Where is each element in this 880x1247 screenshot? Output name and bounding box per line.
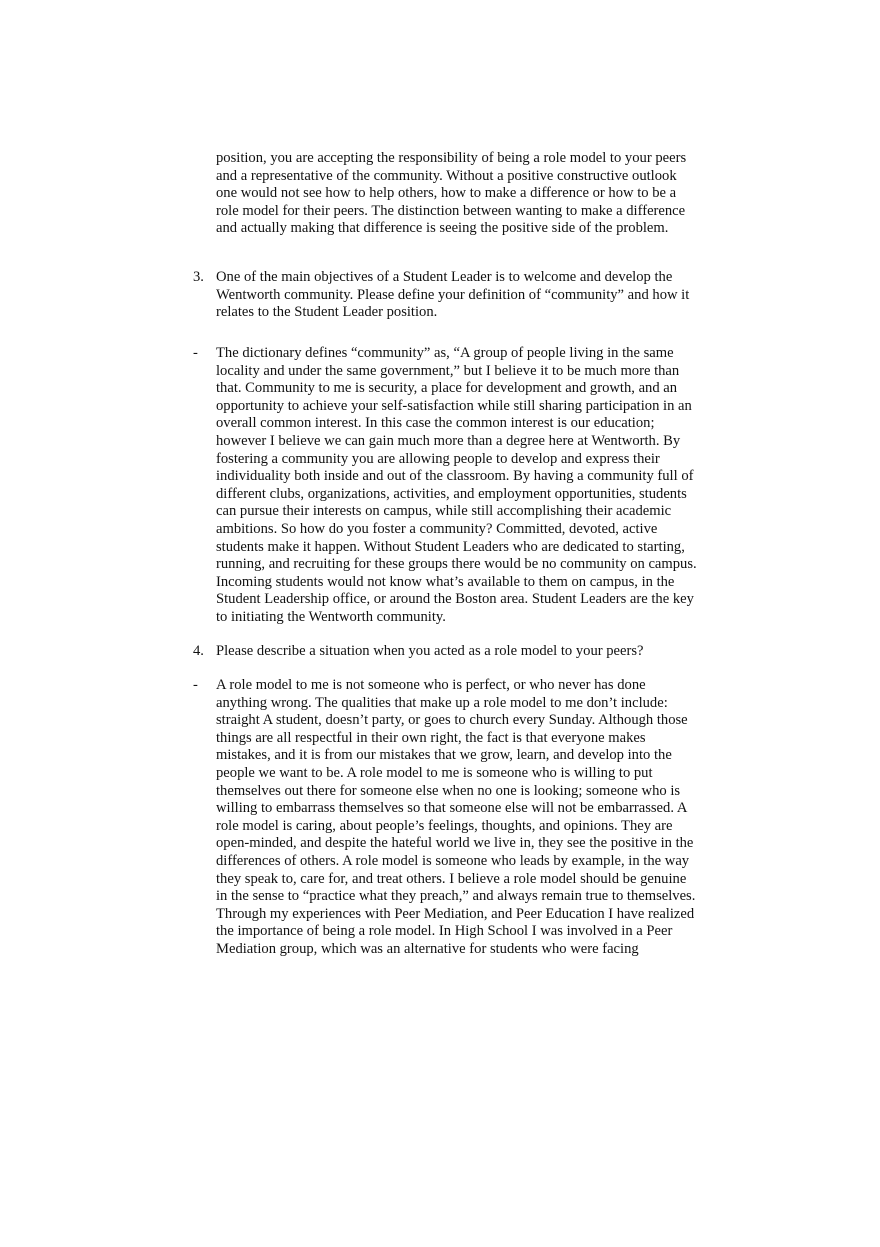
text-line: running, and recruiting for these groups there would be no community on campus. bbox=[216, 556, 697, 573]
text-line: that. Community to me is security, a place for development and growth, and an bbox=[216, 380, 678, 397]
text-line: role model for their peers. The distinction between wanting to make a difference bbox=[216, 202, 686, 219]
text-line: and actually making that difference is seeing the positive side of the problem. bbox=[216, 220, 669, 236]
text-line: Please describe a situation when you acted as a role model to your peers? bbox=[216, 643, 644, 659]
text-line: position, you are accepting the responsibility of being a role model to your peers bbox=[216, 150, 687, 166]
text-line: Incoming students would not know what’s available to them on campus, in the bbox=[216, 573, 675, 590]
question-number: 4. bbox=[193, 643, 204, 659]
text-line: straight A student, doesn’t party, or goes to church every Sunday. Although those bbox=[216, 712, 688, 729]
text-line: role model is caring, about people’s feelings, thoughts, and opinions. They are bbox=[216, 817, 673, 834]
text-line: people we want to be. A role model to me is someone who is willing to put bbox=[216, 765, 653, 781]
text-line: one would not see how to help others, how to make a difference or how to be a bbox=[216, 185, 677, 201]
text-line: differences of others. A role model is someone who leads by example, in the way bbox=[216, 853, 690, 869]
text-line: can pursue their interests on campus, while still accomplishing their academic bbox=[216, 503, 672, 520]
text-line: Wentworth community. Please define your definition of “community” and how it bbox=[216, 286, 690, 303]
text-line: Through my experiences with Peer Mediation, and Peer Education I have realized bbox=[216, 905, 695, 922]
text-line: things are all respectful in their own right, the fact is that everyone makes bbox=[216, 729, 646, 746]
text-line: students make it happen. Without Student Leaders who are dedicated to starting, bbox=[216, 538, 685, 555]
text-line: The dictionary defines “community” as, “A group of people living in the same bbox=[216, 345, 674, 361]
text-line: relates to the Student Leader position. bbox=[216, 304, 438, 320]
text-line: open-minded, and despite the hateful world we live in, they see the positive in the bbox=[216, 835, 694, 852]
text-line: Mediation group, which was an alternative for students who were facing bbox=[216, 941, 639, 957]
text-line: willing to embarrass themselves so that someone else will not be embarrassed. A bbox=[216, 800, 688, 817]
text-line: to initiating the Wentworth community. bbox=[216, 609, 446, 625]
text-line: anything wrong. The qualities that make up a role model to me don’t include: bbox=[216, 694, 668, 711]
text-line: different clubs, organizations, activities, and employment opportunities, students bbox=[216, 485, 687, 502]
text-line: One of the main objectives of a Student Leader is to welcome and develop the bbox=[216, 269, 673, 285]
text-line: opportunity to achieve your self-satisfaction while still sharing participation in an bbox=[216, 397, 692, 414]
text-line: overall common interest. In this case the common interest is our education; bbox=[216, 415, 655, 432]
text-line: individuality both inside and out of the classroom. By having a community full of bbox=[216, 468, 694, 485]
text-line: Student Leadership office, or around the Boston area. Student Leaders are the key bbox=[216, 591, 694, 608]
text-line: locality and under the same government,” but I believe it to be much more than bbox=[216, 362, 680, 379]
text-line: however I believe we can gain much more than a degree here at Wentworth. By bbox=[216, 433, 681, 449]
answer-bullet: - bbox=[193, 345, 198, 361]
text-line: mistakes, and it is from our mistakes that we grow, learn, and develop into the bbox=[216, 747, 672, 764]
text-line: they speak to, care for, and treat others. I believe a role model should be genuine bbox=[216, 870, 687, 887]
text-line: themselves out there for someone else when no one is looking; someone who is bbox=[216, 782, 681, 799]
answer-bullet: - bbox=[193, 677, 198, 693]
question-number: 3. bbox=[193, 269, 204, 285]
text-line: the importance of being a role model. In High School I was involved in a Peer bbox=[216, 923, 673, 940]
text-line: A role model to me is not someone who is perfect, or who never has done bbox=[216, 677, 646, 693]
text-line: and a representative of the community. Without a positive constructive outlook bbox=[216, 167, 677, 184]
text-line: fostering a community you are allowing people to develop and express their bbox=[216, 450, 660, 467]
text-line: in the sense to “practice what they preach,” and always remain true to themselves. bbox=[216, 888, 696, 905]
text-line: ambitions. So how do you foster a community? Committed, devoted, active bbox=[216, 521, 658, 537]
